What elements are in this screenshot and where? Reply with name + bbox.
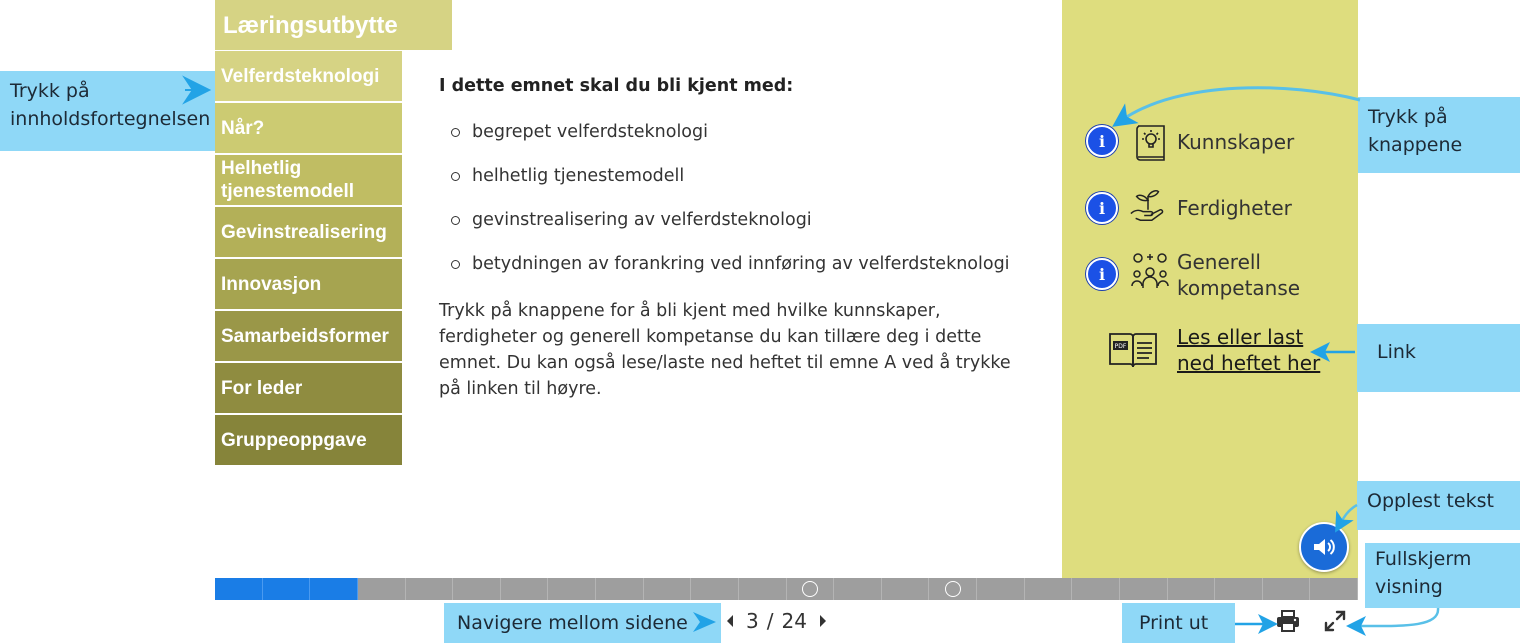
read-aloud-button[interactable] [1299, 522, 1349, 572]
progress-segment[interactable] [1263, 578, 1311, 600]
progress-segment[interactable] [1168, 578, 1216, 600]
menu-item-for-leder[interactable]: For leder [215, 363, 402, 413]
menu-title: Læringsutbytte [215, 0, 452, 50]
list-item-text: gevinstrealisering av velferdsteknologi [472, 210, 812, 230]
section-marker-icon [802, 581, 818, 597]
progress-segment[interactable] [596, 578, 644, 600]
bullet-circle-icon [451, 216, 460, 225]
arrow-fullscreen [1356, 608, 1438, 626]
content-paragraph: Trykk på knappene for å bli kjent med hvilke kunnskaper, ferdigheter og generell kompetanse du kan tillære deg i dette emnet. Du kan også lese/laste ned heftet til emne A ved å trykke på linken til høyre. [439, 301, 1011, 399]
list-item [451, 254, 1029, 274]
panel-label-generell-kompetanse: Generell kompetanse [1177, 250, 1301, 300]
menu-item-innovasjon[interactable]: Innovasjon [215, 259, 402, 309]
bullet-circle-icon [451, 128, 460, 137]
hand-plant-icon [1129, 184, 1167, 226]
progress-segment[interactable] [1120, 578, 1168, 600]
info-button-generell-kompetanse[interactable]: i [1086, 258, 1118, 290]
progress-segment[interactable] [834, 578, 882, 600]
progress-segment[interactable] [739, 578, 787, 600]
speaker-icon [1311, 535, 1337, 559]
print-button[interactable] [1273, 607, 1303, 635]
bullet-circle-icon [451, 260, 460, 269]
next-page-button[interactable] [815, 611, 831, 631]
bullet-circle-icon [451, 172, 460, 181]
book-lightbulb-icon [1132, 122, 1170, 164]
progress-segment[interactable] [310, 578, 358, 600]
chevron-right-icon [818, 614, 828, 628]
pdf-download-link[interactable]: Les eller last ned heftet her [1177, 325, 1321, 375]
panel-label-ferdigheter: Ferdigheter [1177, 196, 1292, 220]
progress-segment[interactable] [1072, 578, 1120, 600]
people-gears-icon [1131, 250, 1169, 292]
progress-segment[interactable] [691, 578, 739, 600]
fullscreen-button[interactable] [1320, 607, 1350, 635]
progress-segment[interactable] [1310, 578, 1358, 600]
info-button-kunnskaper[interactable]: i [1086, 125, 1118, 157]
menu-item-helhetlig-tjenestemodell[interactable]: Helhetlig tjenestemodell [215, 155, 402, 205]
pdf-book-icon [1107, 329, 1159, 371]
svg-text:PDF: PDF [1114, 343, 1127, 350]
table-of-contents [215, 51, 402, 467]
menu-item-nar[interactable]: Når? [215, 103, 402, 153]
progress-segment[interactable] [1215, 578, 1263, 600]
section-marker-icon [945, 581, 961, 597]
progress-segment[interactable] [929, 578, 977, 600]
panel-label-kunnskaper: Kunnskaper [1177, 130, 1295, 154]
progress-segment[interactable] [501, 578, 549, 600]
list-item-text: betydningen av forankring ved innføring av velferdsteknologi [472, 254, 1010, 274]
progress-segment[interactable] [787, 578, 835, 600]
progress-segment[interactable] [882, 578, 930, 600]
page-navigator [722, 606, 831, 636]
menu-item-samarbeidsformer[interactable]: Samarbeidsformer [215, 311, 402, 361]
list-item [451, 166, 1029, 186]
list-item [451, 122, 1029, 142]
progress-segment[interactable] [358, 578, 406, 600]
progress-segment[interactable] [548, 578, 596, 600]
progress-segment[interactable] [644, 578, 692, 600]
learning-list [451, 122, 1029, 274]
menu-item-velferdsteknologi[interactable]: Velferdsteknologi [215, 51, 402, 101]
callout-fullscreen: Fullskjerm visning [1365, 543, 1520, 608]
callout-audio: Opplest tekst [1357, 481, 1520, 530]
main-content [439, 76, 1029, 402]
current-page-number: 3 [746, 609, 759, 633]
content-heading: I dette emnet skal du bli kjent med: [439, 76, 794, 96]
info-button-ferdigheter[interactable]: i [1086, 192, 1118, 224]
progress-segment[interactable] [406, 578, 454, 600]
expand-arrows-icon [1323, 609, 1347, 633]
list-item-text: helhetlig tjenestemodell [472, 166, 685, 186]
callout-buttons: Trykk på knappene [1358, 97, 1520, 173]
page-progress-bar[interactable] [215, 578, 1358, 600]
callout-print: Print ut [1122, 603, 1235, 643]
progress-segment[interactable] [1025, 578, 1073, 600]
page-separator: / [766, 609, 774, 633]
callout-navigate: Navigere mellom sidene [444, 603, 721, 643]
progress-segment[interactable] [215, 578, 263, 600]
previous-page-button[interactable] [722, 611, 738, 631]
printer-icon [1275, 609, 1301, 633]
callout-link: Link [1357, 324, 1520, 392]
list-item-text: begrepet velferdsteknologi [472, 122, 708, 142]
menu-item-gevinstrealisering[interactable]: Gevinstrealisering [215, 207, 402, 257]
list-item [451, 210, 1029, 230]
chevron-left-icon [725, 614, 735, 628]
progress-segment[interactable] [977, 578, 1025, 600]
total-page-count: 24 [781, 609, 807, 633]
progress-segment[interactable] [453, 578, 501, 600]
progress-segment[interactable] [263, 578, 311, 600]
callout-toc: Trykk på innholdsfortegnelsen [0, 71, 215, 151]
menu-item-gruppeoppgave[interactable]: Gruppeoppgave [215, 415, 402, 465]
